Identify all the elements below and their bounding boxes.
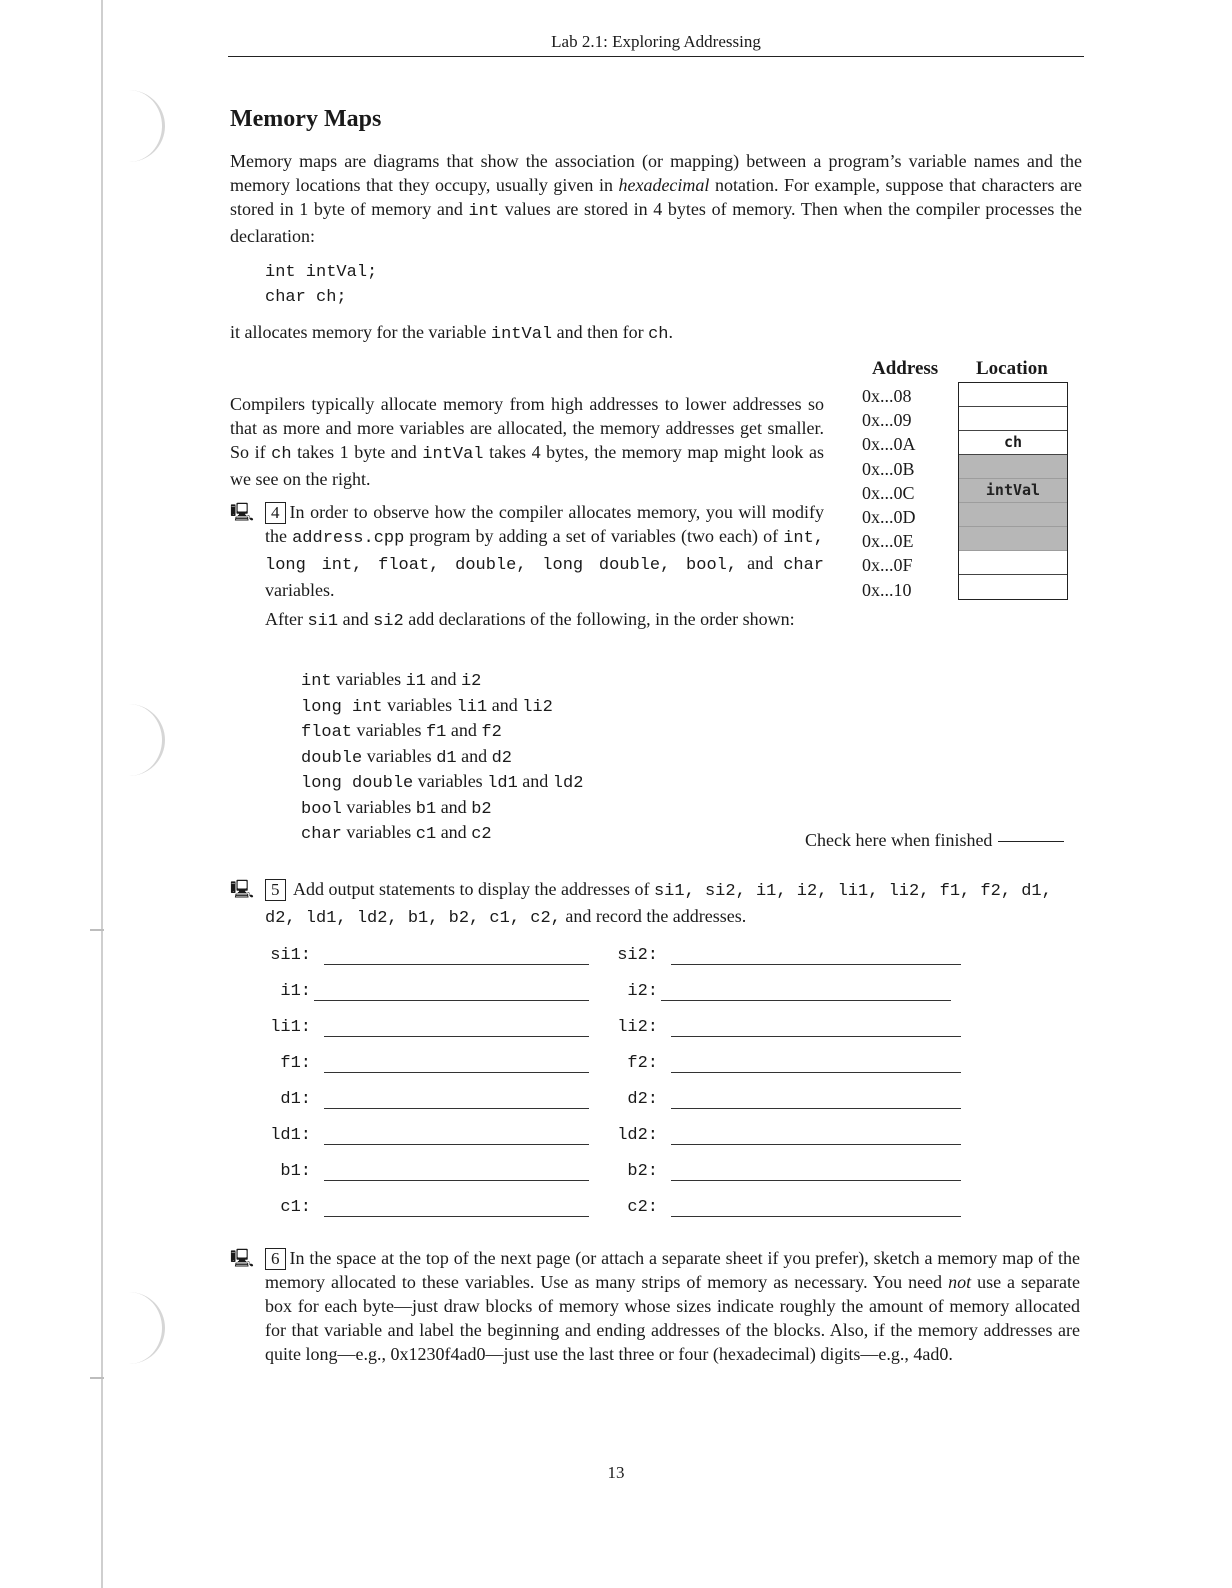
address-label: 0x...0A (862, 434, 916, 455)
page-header: Lab 2.1: Exploring Addressing (551, 32, 761, 51)
memory-cell (959, 551, 1067, 575)
binder-hole-icon (128, 704, 165, 776)
memory-cell (959, 407, 1067, 431)
address-blank[interactable] (671, 1072, 961, 1073)
computer-icon: 🖳 (230, 1248, 255, 1268)
address-fill-row: si1: si2: (266, 946, 966, 970)
header-rule (228, 56, 1084, 57)
code-line: int intVal; (265, 263, 378, 282)
address-label: 0x...0D (862, 507, 916, 528)
memory-cell-intval (959, 455, 1067, 479)
address-label: 0x...10 (862, 579, 912, 600)
address-fill-row: c1: c2: (266, 1198, 966, 1222)
step-number-box: 4 (265, 502, 286, 524)
address-blank[interactable] (671, 1108, 961, 1109)
binder-margin-line (101, 0, 103, 1588)
binder-hole-icon (128, 1292, 165, 1364)
memory-cell-ch: ch (959, 431, 1067, 455)
margin-tick (90, 1377, 104, 1379)
address-fill-row: li1: li2: (266, 1018, 966, 1042)
address-label: 0x...0E (862, 531, 914, 552)
address-blank[interactable] (671, 1144, 961, 1145)
address-list (862, 384, 916, 602)
memory-cell (959, 575, 1067, 599)
address-label: 0x...0F (862, 555, 913, 576)
declaration-code (265, 260, 377, 310)
check-blank[interactable] (998, 841, 1064, 842)
section-title: Memory Maps (230, 106, 382, 132)
step-4-paragraph: 4 In order to observe how the compiler allocates memory, you will modify the address.cpp program by adding a set of variables (two each) of int, long int, float, double, long double, bool, and char variables. (265, 502, 824, 600)
address-blank[interactable] (661, 1000, 951, 1001)
computer-icon: 🖳 (230, 502, 255, 522)
step-number-box: 6 (265, 1248, 286, 1270)
address-fill-row: d1: d2: (266, 1090, 966, 1114)
memory-cell (959, 383, 1067, 407)
list-item: double variables d1 and d2 (301, 745, 512, 768)
address-fill-row: f1: f2: (266, 1054, 966, 1078)
address-blank[interactable] (671, 964, 961, 965)
check-when-finished[interactable]: Check here when finished (805, 830, 1064, 851)
list-item: bool variables b1 and b2 (301, 796, 492, 819)
page-number: 13 (607, 1463, 625, 1482)
location-header: Location (976, 358, 1048, 379)
address-blank[interactable] (324, 1108, 589, 1109)
intro-paragraph: Memory maps are diagrams that show the association (or mapping) between a program’s variable names and the memory locations that they occupy, usually given in hexadecimal notation. For example, suppose that characters are stored in 1 byte of memory and int values are stored in 4 bytes of memory. Then when the compiler processes the declaration: (230, 151, 1082, 246)
address-blank[interactable] (324, 964, 589, 965)
address-blank[interactable] (324, 1072, 589, 1073)
step-6-paragraph: 6 In the space at the top of the next page (or attach a separate sheet if you prefer), sketch a memory map of the memory allocated to these variables. Use as many strips of memory as necessary. You need not use a separate box for each byte—just draw blocks of memory whose sizes indicate roughly the amount of memory allocated for that variable and label the beginning and ending addresses of the blocks. Also, if the memory addresses are quite long—e.g., 0x1230f4ad0—just use the last three or four (hexadecimal) digits—e.g., 4ad0. (265, 1248, 1080, 1364)
address-label: 0x...0B (862, 458, 915, 479)
memory-cell-intval (959, 503, 1067, 527)
address-label: 0x...09 (862, 410, 912, 431)
variable-declaration-list (301, 668, 583, 847)
address-blank[interactable] (671, 1180, 961, 1181)
list-item: float variables f1 and f2 (301, 720, 502, 742)
list-item: long double variables ld1 and ld2 (301, 771, 584, 793)
code-line: char ch; (265, 288, 347, 307)
address-blank[interactable] (324, 1144, 589, 1145)
address-blank[interactable] (671, 1036, 961, 1037)
address-fill-row: i1: i2: (266, 982, 966, 1006)
binder-hole-icon (128, 90, 165, 162)
memory-cell-intval (959, 527, 1067, 551)
list-item: int variables i1 and i2 (301, 669, 482, 691)
address-fill-row: b1: b2: (266, 1162, 966, 1186)
address-blank[interactable] (324, 1216, 589, 1217)
memory-cell-intval-label: intVal (959, 479, 1067, 503)
compilers-paragraph: Compilers typically allocate memory from high addresses to lower addresses so that as more and more variables are allocated, the memory addresses get smaller. So if ch takes 1 byte and intVal takes 4 bytes, the memory map might look as we see on the right. (230, 394, 824, 489)
margin-tick (90, 929, 104, 931)
address-label: 0x...08 (862, 386, 912, 406)
address-blank[interactable] (671, 1216, 961, 1217)
allocation-sentence: it allocates memory for the variable intVal and then for ch. (230, 322, 673, 344)
computer-icon: 🖳 (230, 879, 255, 899)
address-header: Address (872, 358, 939, 379)
address-blank[interactable] (324, 1036, 589, 1037)
list-item: long int variables li1 and li2 (301, 694, 553, 717)
address-blank[interactable] (314, 1000, 589, 1001)
address-label: 0x...0C (862, 482, 915, 503)
address-fill-row: ld1: ld2: (266, 1126, 966, 1150)
step-number-box: 5 (265, 879, 286, 901)
step-5-paragraph: 5 Add output statements to display the addresses of si1, si2, i1, i2, li1, li2, f1, f2, d1, d2, ld1, ld2, b1, b2, c1, c2, and record the addresses. (265, 879, 1052, 928)
list-item: char variables c1 and c2 (301, 822, 492, 844)
address-blank[interactable] (324, 1180, 589, 1181)
memory-location-column (958, 382, 1068, 600)
step-4-after-paragraph: After si1 and si2 add declarations of the following, in the order shown: (265, 609, 795, 631)
